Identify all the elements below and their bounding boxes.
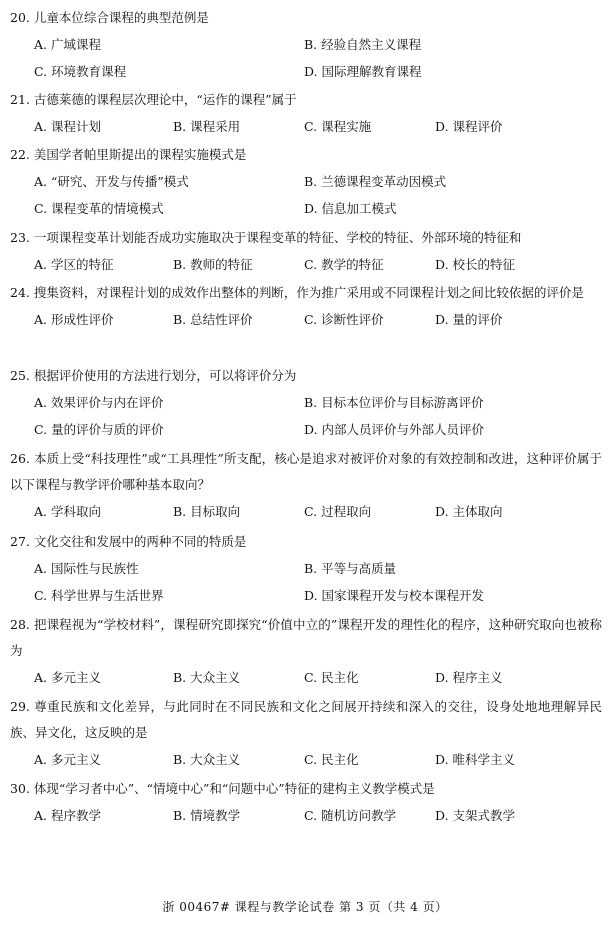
option-b: B. 目标本位评价与目标游离评价 <box>304 395 484 410</box>
question-29 <box>10 694 602 773</box>
option-c: C. 诊断性评价 <box>304 312 384 327</box>
option-a: A. 程序教学 <box>34 808 101 823</box>
option-c: C. 民主化 <box>304 670 359 685</box>
question-30 <box>10 776 602 829</box>
option-a: A. 国际性与民族性 <box>34 561 139 576</box>
option-b: B. 经验自然主义课程 <box>304 37 422 52</box>
question-stem: 25. 根据评价使用的方法进行划分，可以将评价分为 <box>10 368 297 383</box>
option-c: C. 民主化 <box>304 752 359 767</box>
question-22 <box>10 142 602 222</box>
options-row <box>10 113 602 140</box>
question-stem: 27. 文化交往和发展中的两种不同的特质是 <box>10 534 247 549</box>
option-c: C. 环境教育课程 <box>34 64 127 79</box>
option-b: B. 大众主义 <box>173 670 241 685</box>
question-25 <box>10 363 602 443</box>
question-stem: 30. 体现“学习者中心”、“情境中心”和“问题中心”特征的建构主义教学模式是 <box>10 781 435 796</box>
options-row <box>10 389 602 416</box>
option-c: C. 课程变革的情境模式 <box>34 201 164 216</box>
options-row <box>10 746 602 773</box>
option-b: B. 平等与高质量 <box>304 561 397 576</box>
options-row <box>10 58 602 85</box>
option-d: D. 课程评价 <box>435 119 503 134</box>
option-c: C. 量的评价与质的评价 <box>34 422 164 437</box>
options-row <box>10 306 602 333</box>
option-a: A. 多元主义 <box>34 752 101 767</box>
question-stem: 21. 古德莱德的课程层次理论中，“运作的课程”属于 <box>10 92 297 107</box>
options-row <box>10 555 602 582</box>
options-row <box>10 195 602 222</box>
options-row <box>10 168 602 195</box>
option-b: B. 大众主义 <box>173 752 241 767</box>
option-c: C. 随机访问教学 <box>304 808 397 823</box>
options-row <box>10 582 602 609</box>
option-d: D. 程序主义 <box>435 670 503 685</box>
question-stem: 23. 一项课程变革计划能否成功实施取决于课程变革的特征、学校的特征、外部环境的特征和 <box>10 230 522 245</box>
option-d: D. 唯科学主义 <box>435 752 516 767</box>
question-stem: 26. 本质上受“科技理性”或“工具理性”所支配，核心是追求对被评价对象的有效控制和改进，这种评价属于以下课程与教学评价哪种基本取向？ <box>10 451 602 492</box>
question-24 <box>10 280 602 333</box>
option-c: C. 科学世界与生活世界 <box>34 588 164 603</box>
option-b: B. 情境教学 <box>173 808 241 823</box>
question-27 <box>10 529 602 609</box>
option-d: D. 校长的特征 <box>435 257 516 272</box>
question-stem: 24. 搜集资料，对课程计划的成效作出整体的判断，作为推广采用或不同课程计划之间比较依据的评价是 <box>10 285 584 300</box>
option-a: A. “研究、开发与传播”模式 <box>34 174 189 189</box>
options-row <box>10 31 602 58</box>
option-b: B. 总结性评价 <box>173 312 253 327</box>
question-stem: 22. 美国学者帕里斯提出的课程实施模式是 <box>10 147 247 162</box>
option-d: D. 主体取向 <box>435 504 503 519</box>
question-23 <box>10 225 602 278</box>
options-row <box>10 251 602 278</box>
options-row <box>10 664 602 691</box>
option-c: C. 过程取向 <box>304 504 372 519</box>
option-d: D. 国际理解教育课程 <box>304 64 422 79</box>
option-d: D. 国家课程开发与校本课程开发 <box>304 588 485 603</box>
question-stem: 28. 把课程视为“学校材料”，课程研究即探究“价值中立的”课程开发的理性化的程序，这种研究取向也被称为 <box>10 617 602 658</box>
option-d: D. 内部人员评价与外部人员评价 <box>304 422 485 437</box>
option-b: B. 兰德课程变革动因模式 <box>304 174 447 189</box>
question-stem: 29. 尊重民族和文化差异，与此同时在不同民族和文化之间展开持续和深入的交往，设身处地地理解异民族、异文化，这反映的是 <box>10 699 602 740</box>
option-a: A. 形成性评价 <box>34 312 114 327</box>
option-a: A. 学区的特征 <box>34 257 114 272</box>
option-c: C. 课程实施 <box>304 119 372 134</box>
question-stem: 20. 儿童本位综合课程的典型范例是 <box>10 10 209 25</box>
options-row <box>10 416 602 443</box>
question-20 <box>10 5 602 85</box>
option-b: B. 课程采用 <box>173 119 241 134</box>
option-a: A. 课程计划 <box>34 119 101 134</box>
option-d: D. 量的评价 <box>435 312 503 327</box>
question-21 <box>10 87 602 140</box>
option-a: A. 广域课程 <box>34 37 101 52</box>
option-d: D. 信息加工模式 <box>304 201 397 216</box>
options-row <box>10 802 602 829</box>
options-row <box>10 498 602 525</box>
option-c: C. 教学的特征 <box>304 257 384 272</box>
option-b: B. 目标取向 <box>173 504 241 519</box>
option-b: B. 教师的特征 <box>173 257 253 272</box>
question-26 <box>10 446 602 525</box>
option-d: D. 支架式教学 <box>435 808 516 823</box>
page-footer: 浙 00467# 课程与教学论试卷 第 3 页（共 4 页） <box>162 900 448 914</box>
option-a: A. 多元主义 <box>34 670 101 685</box>
question-28 <box>10 612 602 691</box>
option-a: A. 学科取向 <box>34 504 101 519</box>
option-a: A. 效果评价与内在评价 <box>34 395 164 410</box>
